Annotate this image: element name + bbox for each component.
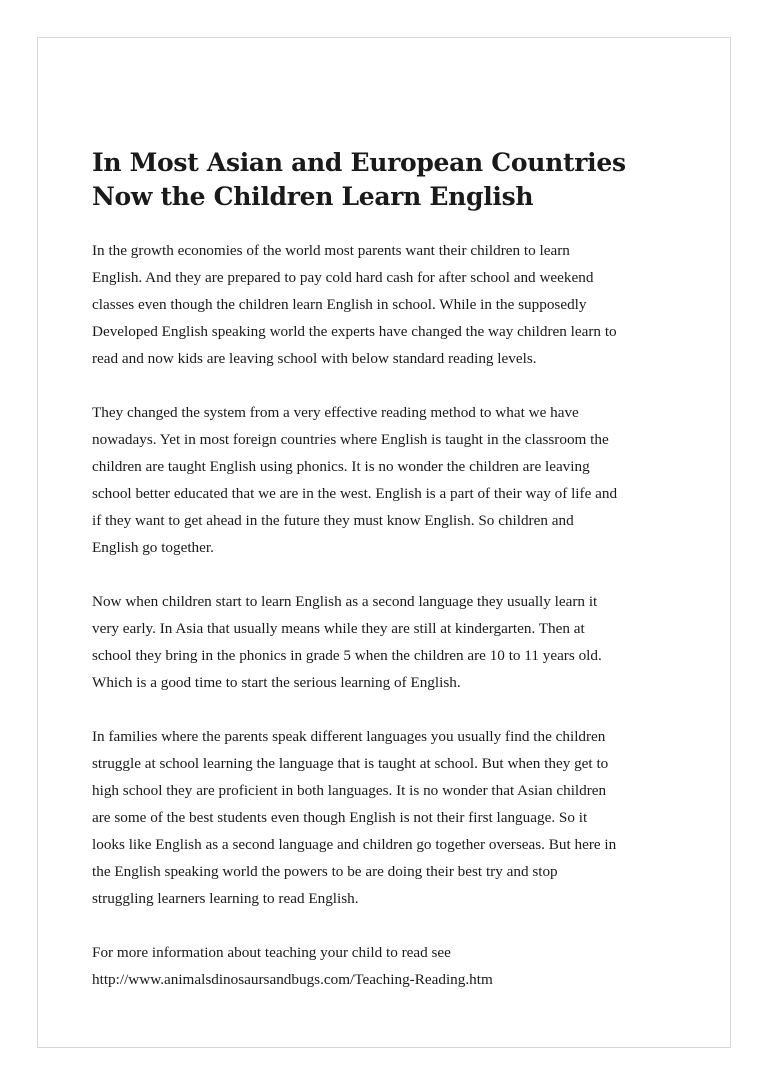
text-line: school better educated that we are in the west. English is a part of their way of life and xyxy=(92,485,618,502)
text-line: They changed the system from a very effective reading method to what we have xyxy=(92,404,579,421)
text-line: struggle at school learning the language that is taught at school. But when they get to xyxy=(92,755,609,772)
paragraph-5 xyxy=(92,939,692,993)
text-line: children are taught English using phonics. It is no wonder the children are leaving xyxy=(92,458,590,475)
text-line: very early. In Asia that usually means while they are still at kindergarten. Then at xyxy=(92,620,585,637)
text-line: if they want to get ahead in the future they must know English. So children and xyxy=(92,512,574,529)
text-line: are some of the best students even though English is not their first language. So it xyxy=(92,809,588,826)
text-line: looks like English as a second language and children go together overseas. But here in xyxy=(92,836,617,853)
text-line: struggling learners learning to read English. xyxy=(92,890,359,907)
document-page xyxy=(37,37,731,1048)
title-line: In Most Asian and European Countries xyxy=(92,148,626,177)
text-line: English. And they are prepared to pay cold hard cash for after school and weekend xyxy=(92,269,594,286)
article-title xyxy=(92,146,692,214)
text-line: Now when children start to learn English as a second language they usually learn it xyxy=(92,593,598,610)
title-line: Now the Children Learn English xyxy=(92,182,534,211)
text-line: nowadays. Yet in most foreign countries where English is taught in the classroom the xyxy=(92,431,609,448)
paragraph-2 xyxy=(92,399,692,561)
text-line: In families where the parents speak different languages you usually find the children xyxy=(92,728,606,745)
text-line: high school they are proficient in both languages. It is no wonder that Asian children xyxy=(92,782,607,799)
paragraph-3 xyxy=(92,588,692,696)
text-line: school they bring in the phonics in grade 5 when the children are 10 to 11 years old. xyxy=(92,647,602,664)
text-line: read and now kids are leaving school with below standard reading levels. xyxy=(92,350,537,367)
text-line: English go together. xyxy=(92,539,214,556)
article-body xyxy=(92,146,692,993)
text-line: Developed English speaking world the experts have changed the way children learn to xyxy=(92,323,617,340)
reference-url: http://www.animalsdinosaursandbugs.com/Teaching-Reading.htm xyxy=(92,971,493,988)
text-line: Which is a good time to start the serious learning of English. xyxy=(92,674,461,691)
paragraph-4 xyxy=(92,723,692,912)
text-line: For more information about teaching your child to read see xyxy=(92,944,451,961)
text-line: the English speaking world the powers to be are doing their best try and stop xyxy=(92,863,558,880)
text-line: In the growth economies of the world most parents want their children to learn xyxy=(92,242,570,259)
paragraph-1 xyxy=(92,237,692,372)
text-line: classes even though the children learn English in school. While in the supposedly xyxy=(92,296,587,313)
